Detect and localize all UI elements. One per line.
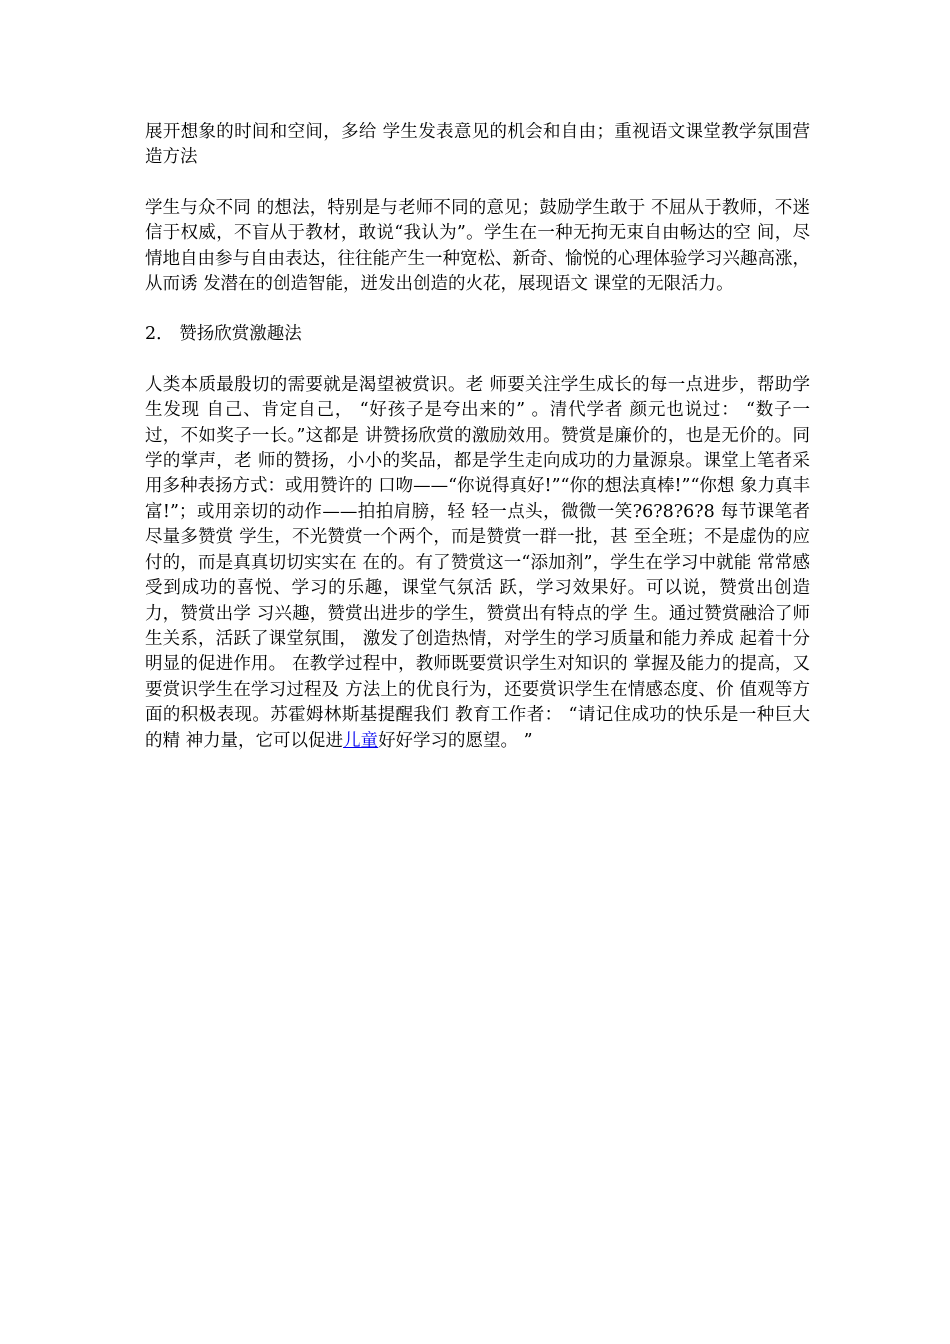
paragraph-1: 展开想象的时间和空间，多给 学生发表意见的机会和自由；重视语文课堂教学氛围营造方法 <box>145 122 810 168</box>
paragraph-3-tail: 好好学习的愿望。 ” <box>378 730 533 751</box>
children-link[interactable]: 儿童 <box>343 730 379 751</box>
document-page <box>145 120 810 779</box>
paragraph-3-main: 人类本质最殷切的需要就是渴望被赏识。老 师要关注学生成长的每一点进步，帮助学生发现 自己、肯定自己， “好孩子是夸出来的” 。清代学者 颜元也说过： “数子一过，不如奖子一长。”这都是 讲赞扬欣赏的激励效用。赞赏是廉价的，也是无价的。同学的掌声，老 师的赞扬，小小的奖品，都是学生走向成功的力量源泉。课堂上笔者采用多种表扬方式：或用赞许的 口吻——“你说得真好!”“你的想法真棒!”“你想 象力真丰富!”；或用亲切的动作——拍拍肩膀，轻 轻一点头，微微一笑?6?8?6?8 每节课笔者尽量多赞赏 学生，不光赞赏一个两个，而是赞赏一群一批，甚 至全班；不是虚伪的应付的，而是真真切切实实在 在的。有了赞赏这一“添加剂”，学生在学习中就能 常常感受到成功的喜悦、学习的乐趣，课堂气氛活 跃，学习效果好。可以说，赞赏出创造力，赞赏出学 习兴趣，赞赏出进步的学生，赞赏出有特点的学 生。通过赞赏融洽了师生关系，活跃了课堂氛围， 激发了创造热情，对学生的学习质量和能力养成 起着十分明显的促进作用。 在教学过程中，教师既要赏识学生对知识的 掌握及能力的提高，又要赏识学生在学习过程及 方法上的优良行为，还要赏识学生在情感态度、价 值观等方面的积极表现。苏霍姆林斯基提醒我们 教育工作者： “请记住成功的快乐是一种巨大的精 神力量，它可以促进 <box>145 374 810 751</box>
section-heading-2: 2． 赞扬欣赏激趣法 <box>145 324 302 345</box>
paragraph-3 <box>145 373 810 754</box>
paragraph-2: 学生与众不同 的想法，特别是与老师不同的意见；鼓励学生敢于 不屈从于教师，不迷信于权威，不盲从于教材，敢说“我认为”。学生在一种无拘无束自由畅达的空 间，尽情地自由参与自由表达，往往能产生一种宽松、新奇、愉悦的心理体验学习兴趣高涨，从而诱 发潜在的创造智能，迸发出创造的火花，展现语文 课堂的无限活力。 <box>145 197 810 295</box>
